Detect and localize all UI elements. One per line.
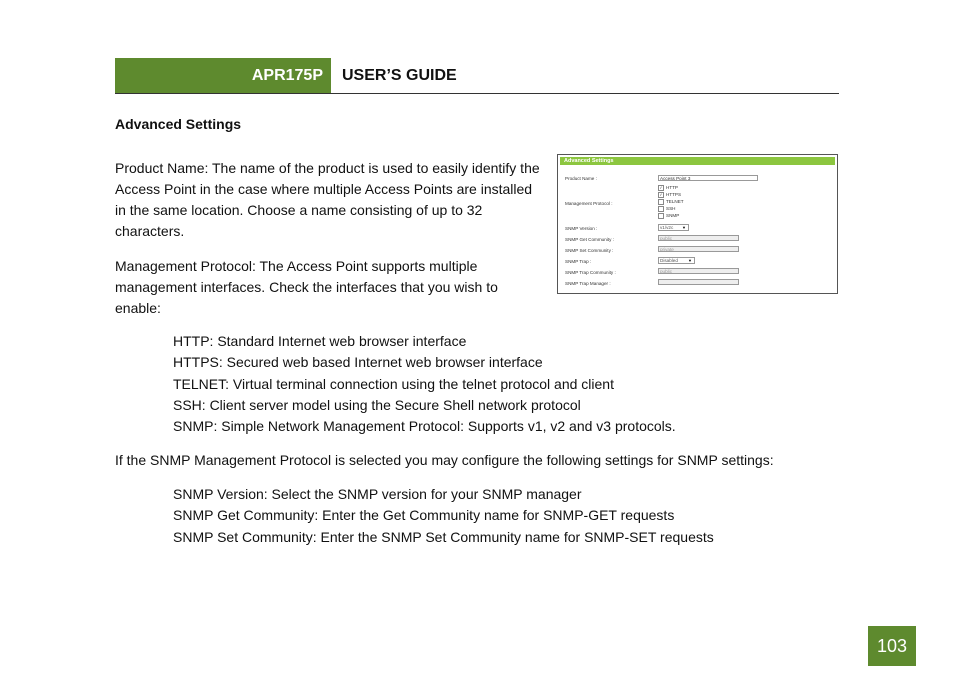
snmp-get-community-input[interactable]: public: [658, 235, 739, 241]
list-item: HTTPS: Secured web based Internet web browser interface: [173, 354, 543, 371]
product-name-input[interactable]: Access Point 3: [658, 175, 758, 181]
telnet-checkbox[interactable]: TELNET: [658, 199, 684, 205]
chevron-down-icon: ▼: [688, 258, 692, 263]
checkbox-http[interactable]: ✓: [659, 185, 663, 190]
checkbox-ssh[interactable]: [658, 206, 664, 212]
checkbox-snmp[interactable]: [658, 213, 664, 219]
paragraph-snmp-intro: If the SNMP Management Protocol is selected you may configure the following settings for SNMP settings:: [115, 452, 774, 468]
snmp-trap-community-label: SNMP Trap Community :: [565, 270, 616, 275]
snmp-get-community-label: SNMP Get Community :: [565, 237, 614, 242]
list-item: TELNET: Virtual terminal connection using the telnet protocol and client: [173, 375, 614, 392]
section-heading: Advanced Settings: [115, 116, 242, 132]
https-checkbox[interactable]: ✓ HTTPS: [659, 192, 682, 198]
list-item: SNMP Get Community: Enter the Get Community name for SNMP-GET requests: [173, 507, 675, 524]
snmp-trap-select[interactable]: Disabled ▼: [658, 257, 695, 264]
header-product-band: [115, 58, 331, 93]
protocol-list: [173, 331, 676, 437]
snmp-trap-label: SNMP Trap :: [565, 259, 592, 264]
list-item: SNMP Version: Select the SNMP version for your SNMP manager: [173, 486, 582, 502]
header-title: USER’S GUIDE: [342, 67, 457, 84]
ssh-checkbox[interactable]: SSH: [658, 206, 675, 212]
page-number: 103: [868, 626, 916, 666]
list-item: SNMP: Simple Network Management Protocol: Supports v1, v2 and v3 protocols.: [173, 418, 676, 435]
chevron-down-icon: ▼: [682, 225, 686, 230]
checkbox-telnet[interactable]: [658, 199, 664, 205]
snmp-list: [173, 484, 714, 548]
checkbox-https[interactable]: ✓: [659, 192, 663, 197]
snmp-version-label: SNMP Version :: [565, 226, 598, 231]
paragraph-management-protocol: Management Protocol: The Access Point supports multiple management interfaces. Check the interfaces that you wish to enable:: [115, 258, 498, 316]
http-checkbox[interactable]: ✓ HTTP: [659, 185, 678, 191]
advanced-settings-screenshot: [557, 154, 838, 294]
snmp-checkbox[interactable]: SNMP: [658, 213, 679, 219]
snmp-set-community-label: SNMP Set Community :: [565, 248, 614, 253]
snmp-version-select[interactable]: v1/v2c ▼: [658, 224, 689, 231]
snmp-set-community-input[interactable]: private: [658, 246, 739, 252]
panel-title: Advanced Settings: [560, 157, 835, 165]
snmp-trap-community-input[interactable]: public: [658, 268, 739, 274]
header-product: APR175P: [251, 66, 323, 84]
snmp-trap-manager-input[interactable]: [658, 279, 739, 285]
product-name-label: Product Name :: [565, 176, 597, 181]
header-divider: [115, 93, 839, 94]
list-item: SSH: Client server model using the Secure Shell network protocol: [173, 396, 581, 413]
paragraph-product-name: Product Name: The name of the product is used to easily identify the Access Point in the case where multiple Access Points are installed in the same location. Choose a name consisting of up to 32 characters.: [115, 160, 540, 239]
list-item: HTTP: Standard Internet web browser interface: [173, 333, 467, 349]
management-protocol-label: Management Protocol :: [565, 201, 613, 206]
list-item: SNMP Set Community: Enter the SNMP Set Community name for SNMP-SET requests: [173, 528, 714, 545]
snmp-trap-manager-label: SNMP Trap Manager :: [565, 281, 611, 286]
